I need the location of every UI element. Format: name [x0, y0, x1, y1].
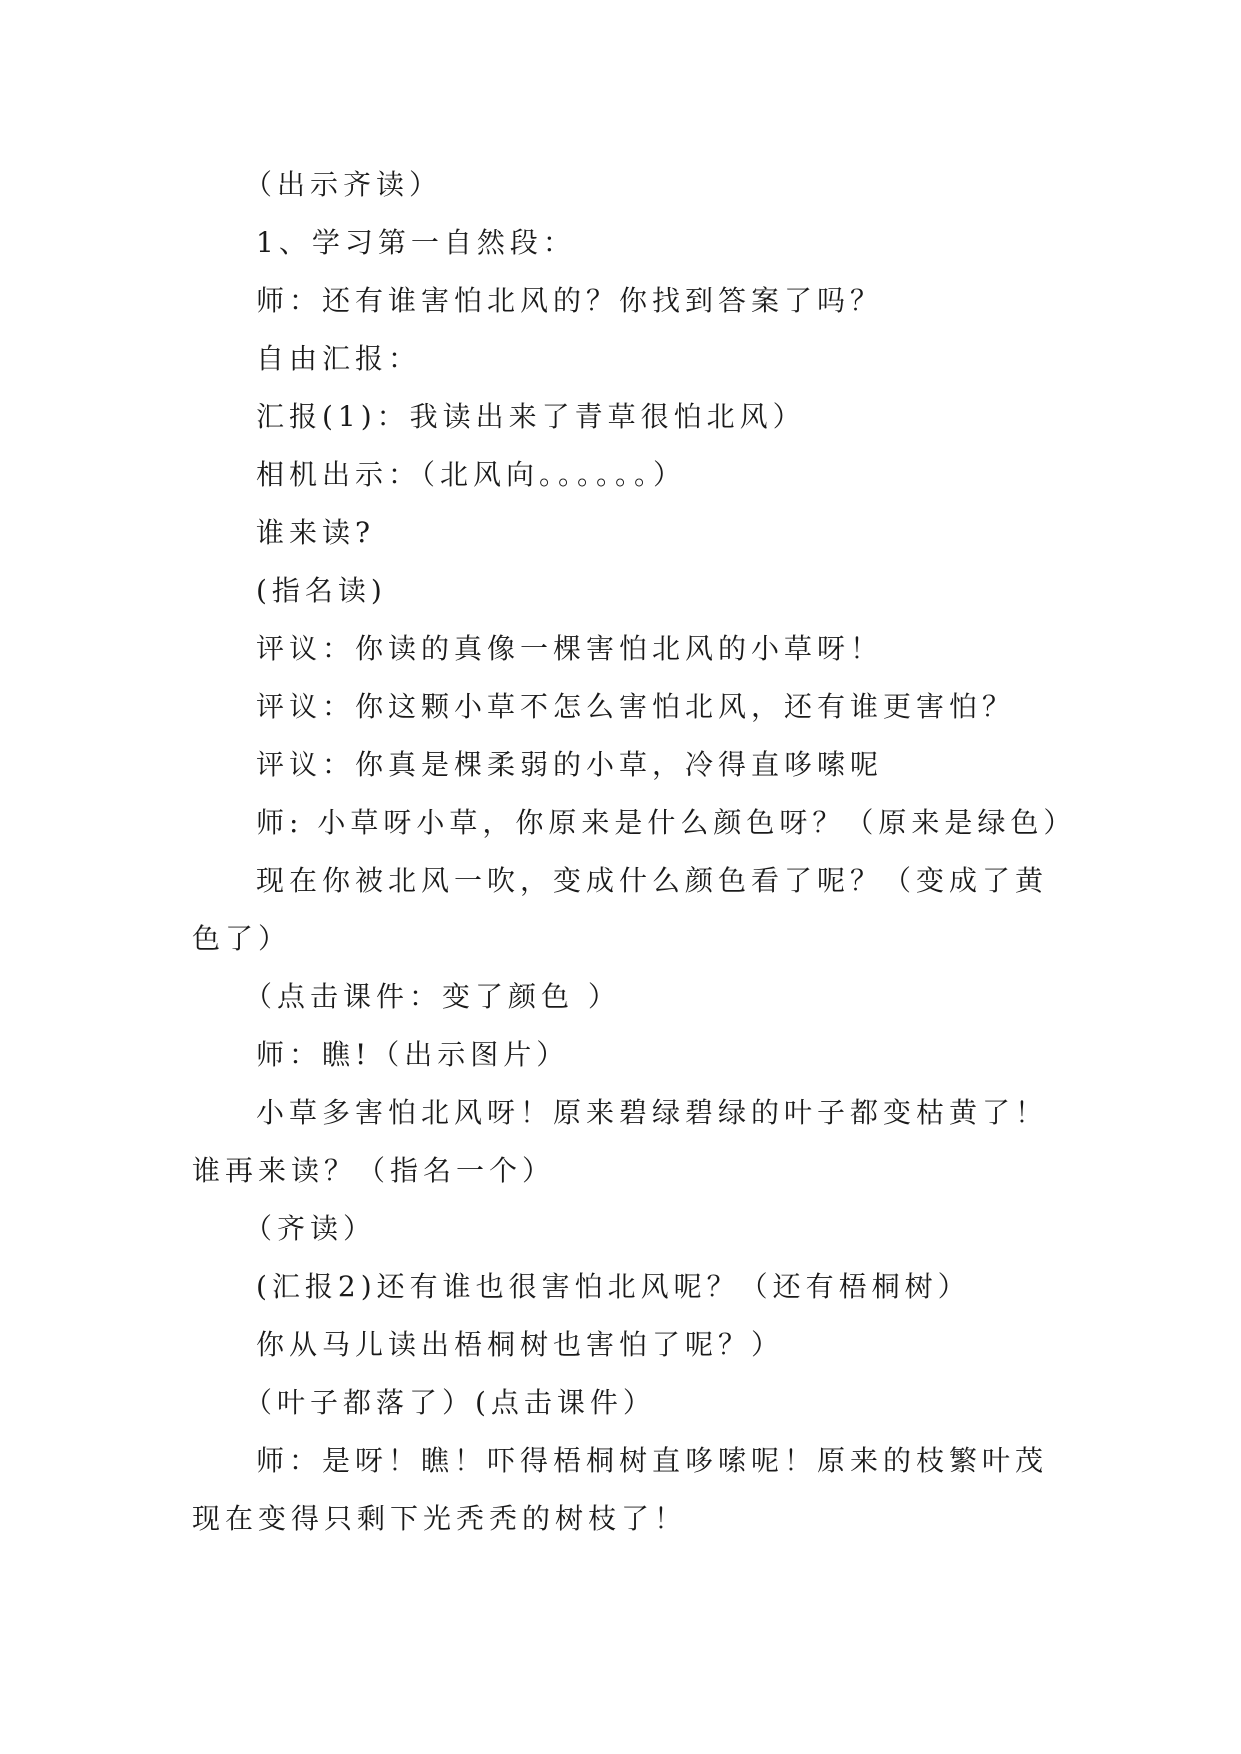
paragraph-color-change: 现在你被北风一吹，变成什么颜色看了呢？（变成了黄色了）: [192, 864, 1049, 955]
paragraph-who-reads: 谁来读?: [256, 516, 376, 549]
paragraph-horse-reading: 你从马儿读出梧桐树也害怕了呢？）: [256, 1328, 785, 1361]
paragraph-teacher-look: 师：瞧!（出示图片）: [256, 1038, 570, 1071]
document-body: [192, 156, 1077, 1548]
paragraph-grass-afraid: 小草多害怕北风呀！原来碧绿碧绿的叶子都变枯黄了！谁再来读？（指名一个）: [192, 1096, 1049, 1187]
paragraph-report-1: 汇报(1)：我读出来了青草很怕北风）: [256, 400, 806, 433]
paragraph-comment-2: 评议：你这颗小草不怎么害怕北风，还有谁更害怕？: [256, 690, 1016, 723]
paragraph-leaves-fell: （叶子都落了）(点击课件）: [244, 1386, 656, 1419]
paragraph-read-together: （齐读）: [244, 1212, 377, 1245]
paragraph-click-courseware-color: （点击课件：变了颜色 ）: [244, 980, 621, 1013]
paragraph-named-read: (指名读): [256, 574, 387, 607]
paragraph-show-read: （出示齐读）: [244, 168, 443, 201]
paragraph-free-report: 自由汇报：: [256, 342, 422, 375]
paragraph-study-first: 1、学习第一自然段：: [256, 226, 576, 259]
paragraph-show-north-wind: 相机出示：（北风向。。。。。。）: [256, 458, 687, 491]
paragraph-report-2: (汇报2)还有谁也很害怕北风呢？（还有梧桐树）: [256, 1270, 971, 1303]
paragraph-comment-1: 评议：你读的真像一棵害怕北风的小草呀！: [256, 632, 884, 665]
paragraph-comment-3: 评议：你真是棵柔弱的小草，冷得直哆嗦呢: [256, 748, 884, 781]
paragraph-teacher-grass-color: 师: 小草呀小草，你原来是什么颜色呀？（原来是绿色）: [256, 806, 1077, 839]
paragraph-teacher-question: 师：还有谁害怕北风的？你找到答案了吗？: [256, 284, 884, 317]
paragraph-teacher-tree: 师：是呀！瞧！吓得梧桐树直哆嗦呢！原来的枝繁叶茂现在变得只剩下光秃秃的树枝了！: [192, 1444, 1049, 1535]
